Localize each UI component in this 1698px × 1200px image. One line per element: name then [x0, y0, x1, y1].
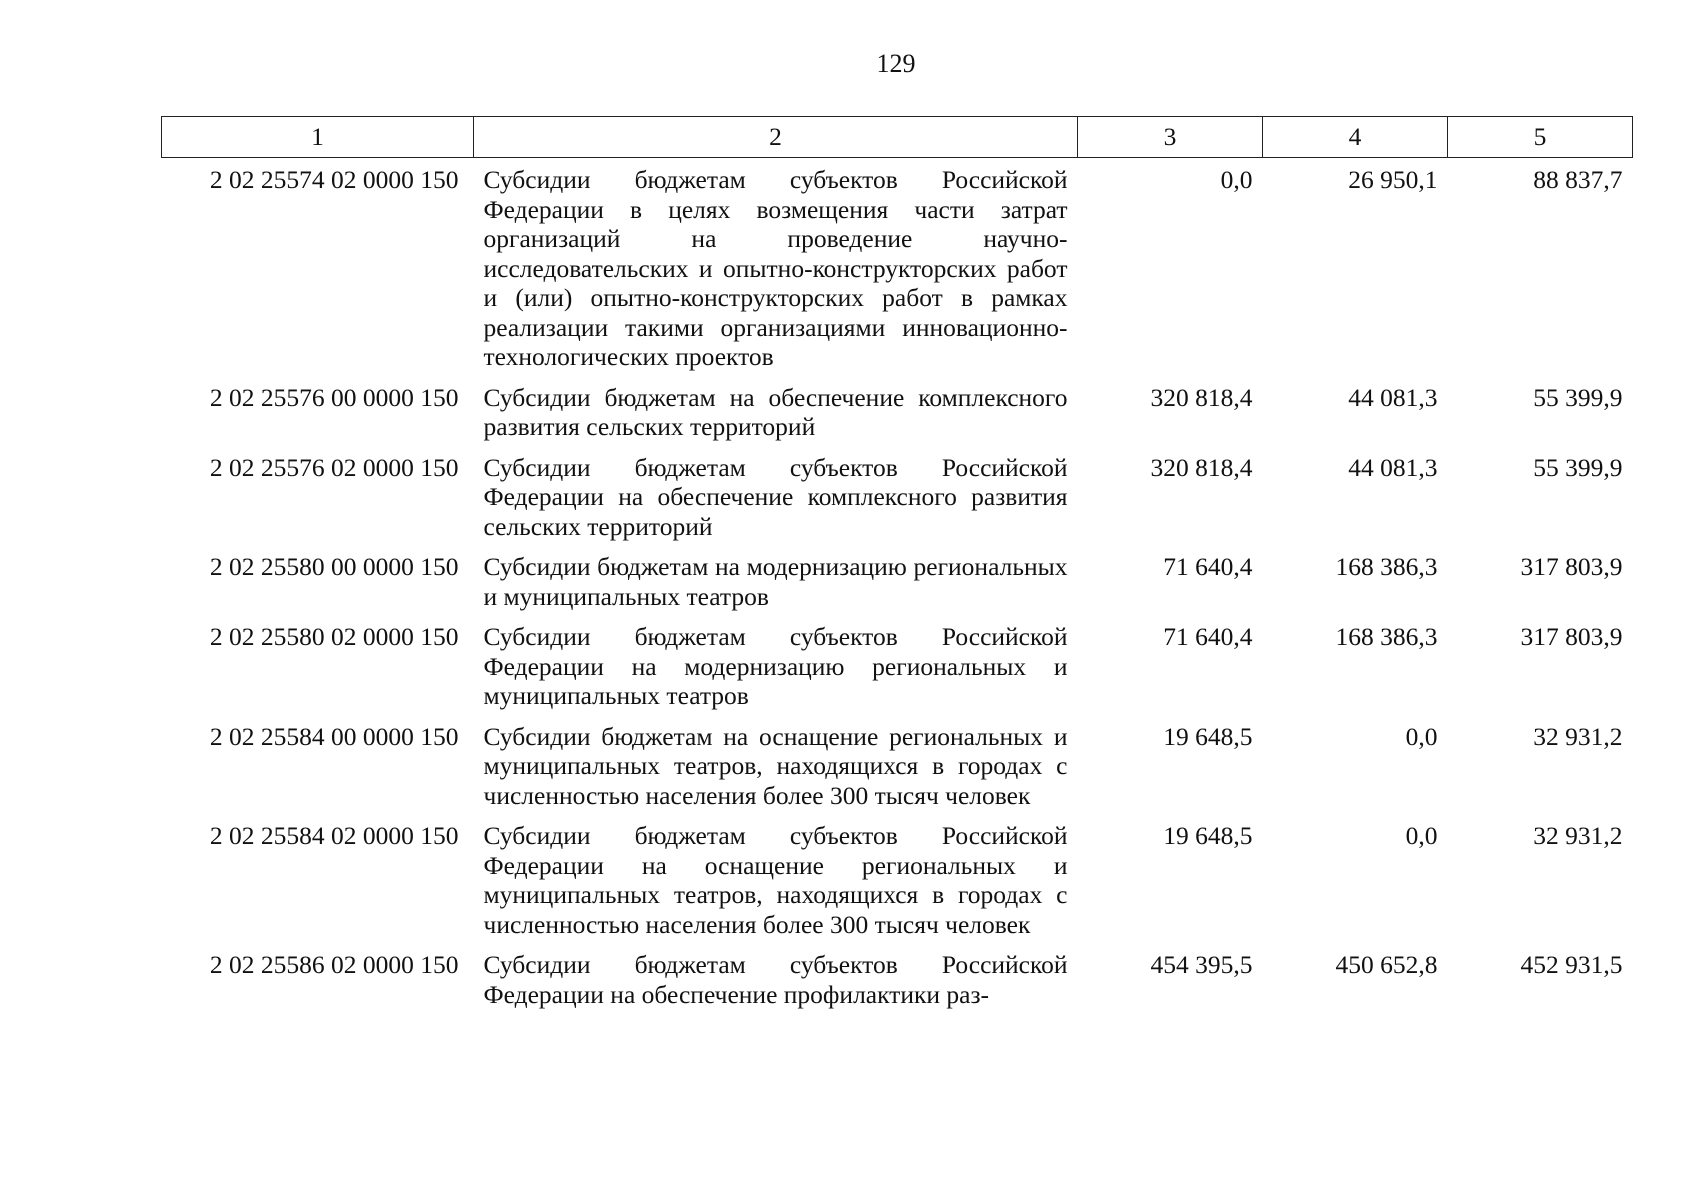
row-description: Субсидии бюджетам субъектов Российской Федерации на обеспечение комплексного развития сельских территорий [483, 452, 1068, 541]
table-row [162, 545, 1633, 615]
budget-code: 2 02 25574 02 0000 150 [209, 165, 459, 194]
value-col-3: 0,0 [1220, 165, 1253, 194]
value-col-4: 44 081,3 [1348, 452, 1438, 482]
table-row [162, 158, 1633, 376]
value-col-4: 168 386,3 [1335, 552, 1438, 581]
table-body [162, 158, 1633, 1014]
value-col-4: 168 386,3 [1335, 622, 1438, 651]
value-col-3: 71 640,4 [1163, 622, 1253, 651]
header-col-3: 3 [1078, 117, 1263, 158]
budget-code: 2 02 25586 02 0000 150 [209, 950, 459, 979]
budget-code: 2 02 25576 00 0000 150 [209, 382, 459, 412]
value-col-5: 452 931,5 [1520, 950, 1623, 979]
budget-table [161, 116, 1633, 1013]
row-description: Субсидии бюджетам субъектов Российской Федерации на обеспечение профилактики раз- [483, 950, 1068, 1009]
budget-code: 2 02 25580 02 0000 150 [209, 622, 459, 651]
value-col-3: 320 818,4 [1150, 452, 1253, 482]
value-col-4: 44 081,3 [1348, 382, 1438, 412]
row-description: Субсидии бюджетам субъектов Российской Федерации в целях возмещения части затрат организаций на проведение научно-исследовательских и опытно-конструкторских работ и (или) опытно-конструкторских работ в рамках реализации такими организациями инновационно-технологических проектов [483, 165, 1068, 371]
value-col-5: 32 931,2 [1533, 721, 1623, 751]
value-col-5: 317 803,9 [1520, 552, 1623, 581]
value-col-4: 26 950,1 [1348, 165, 1438, 194]
header-col-5: 5 [1448, 117, 1633, 158]
table-header [162, 117, 1633, 158]
budget-code: 2 02 25584 00 0000 150 [209, 721, 459, 751]
table-row [162, 446, 1633, 546]
table-row [162, 615, 1633, 715]
value-col-5: 55 399,9 [1533, 382, 1623, 412]
header-col-2: 2 [474, 117, 1078, 158]
table-row [162, 943, 1633, 1013]
value-col-3: 71 640,4 [1163, 552, 1253, 581]
value-col-5: 55 399,9 [1533, 452, 1623, 482]
header-row [162, 117, 1633, 158]
value-col-3: 320 818,4 [1150, 382, 1253, 412]
row-description: Субсидии бюджетам на оснащение региональных и муниципальных театров, находящихся в городах с численностью населения более 300 тысяч человек [483, 721, 1068, 810]
table-row [162, 814, 1633, 943]
value-col-4: 0,0 [1405, 721, 1438, 751]
page-number: 129 [876, 49, 916, 78]
table-row [162, 376, 1633, 446]
row-description: Субсидии бюджетам субъектов Российской Федерации на модернизацию региональных и муниципальных театров [483, 622, 1068, 710]
value-col-3: 19 648,5 [1163, 721, 1253, 751]
row-description: Субсидии бюджетам субъектов Российской Федерации на оснащение региональных и муниципальных театров, находящихся в городах с численностью населения более 300 тысяч человек [483, 821, 1068, 939]
value-col-4: 450 652,8 [1335, 950, 1438, 979]
row-description: Субсидии бюджетам на обеспечение комплексного развития сельских территорий [483, 382, 1068, 441]
table-row [162, 715, 1633, 815]
value-col-3: 19 648,5 [1163, 821, 1253, 850]
value-col-5: 317 803,9 [1520, 622, 1623, 651]
value-col-4: 0,0 [1405, 821, 1438, 850]
budget-code: 2 02 25580 00 0000 150 [209, 552, 459, 581]
value-col-5: 32 931,2 [1533, 821, 1623, 850]
header-col-4: 4 [1263, 117, 1448, 158]
row-description: Субсидии бюджетам на модернизацию региональных и муниципальных театров [483, 552, 1068, 611]
budget-code: 2 02 25584 02 0000 150 [209, 821, 459, 850]
budget-code: 2 02 25576 02 0000 150 [209, 452, 459, 482]
header-col-1: 1 [162, 117, 474, 158]
value-col-3: 454 395,5 [1150, 950, 1253, 979]
value-col-5: 88 837,7 [1533, 165, 1623, 194]
